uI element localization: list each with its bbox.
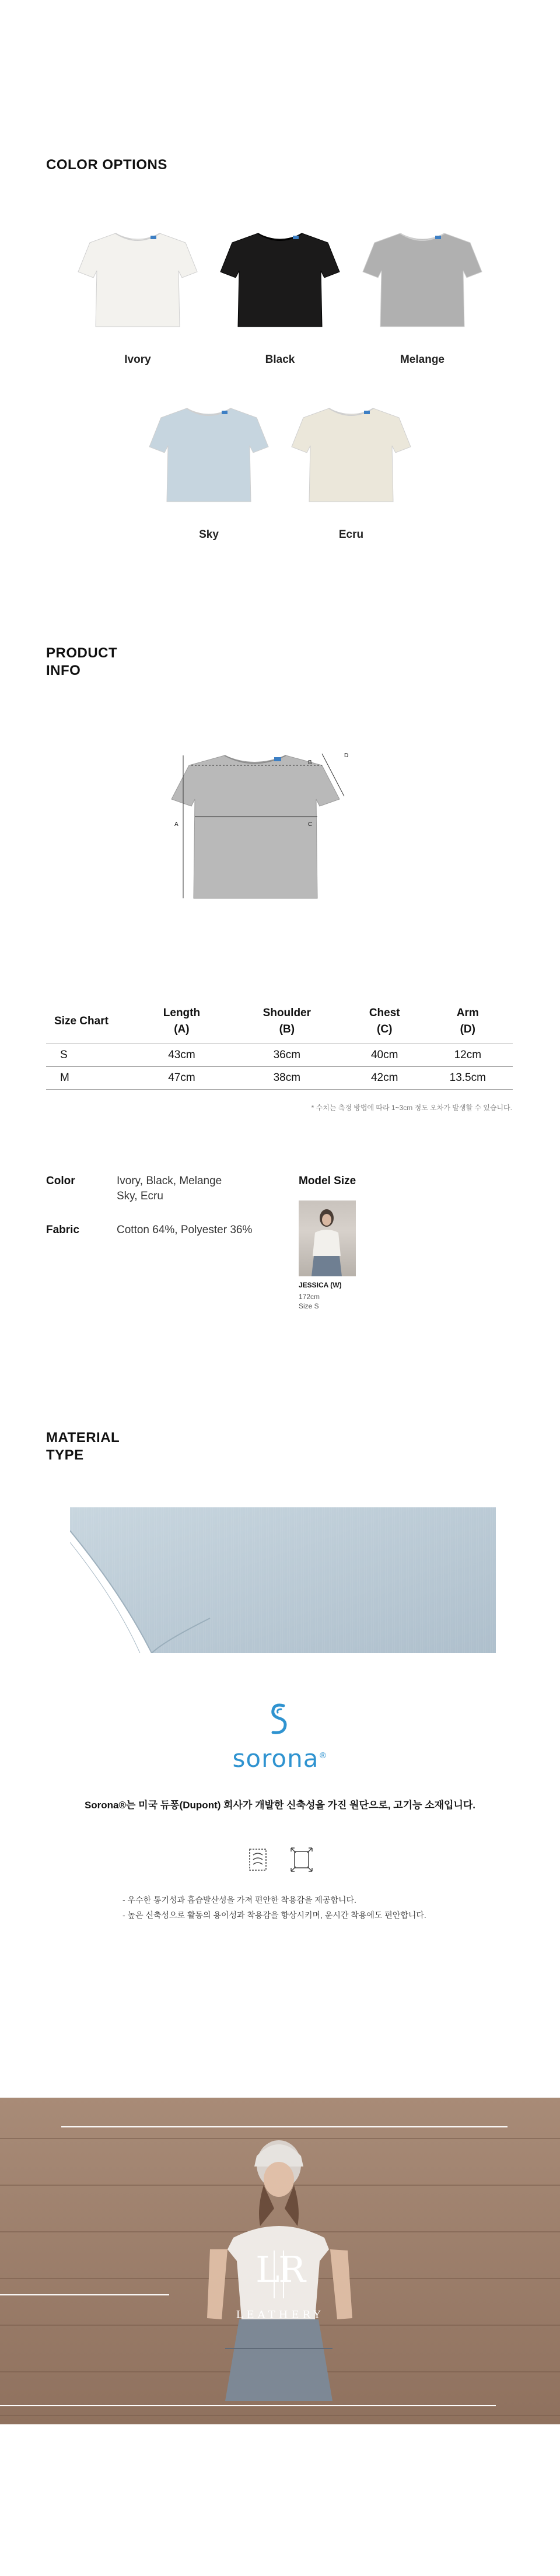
list-item: - 높은 신축성으로 활동의 용이성과 착용감을 향상시키며, 운시간 착용에도 편안합니다.	[123, 1910, 426, 1920]
product-info-title: PRODUCT INFO	[46, 645, 118, 678]
size-cell: 42cm	[346, 1067, 423, 1090]
size-cell: 43cm	[136, 1044, 228, 1067]
color-spec-line: Ivory, Black, Melange	[117, 1175, 222, 1187]
size-chart-header-cell: Size Chart	[54, 1015, 108, 1027]
list-item: - 우수한 통기성과 흡습발산성을 가져 편안한 착용감을 제공합니다.	[123, 1895, 356, 1905]
tshirt-image	[287, 397, 415, 513]
brand-photo-banner	[0, 2098, 560, 2424]
color-swatch	[74, 222, 202, 366]
diagram-label-d: D	[344, 752, 349, 759]
color-spec-line: Sky, Ecru	[117, 1190, 163, 1202]
fabric-spec-label: Fabric	[46, 1224, 80, 1236]
size-diagram	[169, 741, 385, 904]
size-cell: M	[46, 1067, 136, 1090]
material-type-title: MATERIAL TYPE	[46, 1430, 120, 1463]
color-label: Ecru	[338, 528, 364, 541]
table-row	[46, 1044, 513, 1067]
breathable-icon	[245, 1846, 271, 1874]
color-swatch	[145, 397, 273, 541]
size-cell: 36cm	[228, 1044, 346, 1067]
material-benefits	[123, 1892, 426, 1923]
tshirt-image	[358, 222, 487, 338]
size-cell: 13.5cm	[423, 1067, 513, 1090]
sorona-description: Sorona®는 미국 듀퐁(Dupont) 회사가 개발한 신축성을 가진 원단으로, 고기능 소재입니다.	[84, 1800, 476, 1811]
size-chart-header-cell: Chest (C)	[369, 1007, 400, 1035]
color-label: Ivory	[124, 354, 151, 366]
model-name: JESSICA (W)	[299, 1281, 342, 1289]
color-swatch	[216, 222, 344, 366]
size-cell: 40cm	[346, 1044, 423, 1067]
size-cell: 47cm	[136, 1067, 228, 1090]
model-size: Size S	[299, 1302, 319, 1310]
model-height: 172cm	[299, 1293, 320, 1301]
diagram-label-b: B	[308, 760, 312, 766]
color-label: Sky	[199, 528, 219, 541]
color-swatch	[287, 397, 415, 541]
size-chart-note: * 수치는 측정 방법에 따라 1~3cm 정도 오차가 발생할 수 있습니다.	[311, 1104, 512, 1112]
brand-name: LEATHERY	[236, 2309, 324, 2321]
fabric-closeup-image	[70, 1507, 496, 1653]
size-chart-header-cell: Length (A)	[163, 1007, 201, 1035]
sorona-logo-icon	[264, 1702, 293, 1737]
size-chart-header	[46, 1000, 513, 1044]
size-cell: 12cm	[423, 1044, 513, 1067]
color-label: Melange	[400, 354, 445, 366]
model-size-label: Model Size	[299, 1175, 356, 1187]
color-spec-value	[117, 1174, 222, 1204]
color-swatch	[358, 222, 487, 366]
diagram-label-c: C	[308, 821, 313, 828]
size-chart-header-cell: Shoulder (B)	[262, 1007, 312, 1035]
size-chart-table	[46, 1000, 513, 1090]
table-row	[46, 1067, 513, 1090]
tshirt-image	[216, 222, 344, 338]
color-label: Black	[265, 354, 295, 366]
color-options-title: COLOR OPTIONS	[46, 157, 167, 173]
sorona-brand-text: sorona	[232, 1744, 319, 1773]
fabric-spec-value: Cotton 64%, Polyester 36%	[117, 1224, 253, 1236]
sorona-registered-mark: ®	[318, 1751, 328, 1760]
brand-monogram: LR	[256, 2248, 304, 2291]
tshirt-image	[74, 222, 202, 338]
size-cell: 38cm	[228, 1067, 346, 1090]
size-chart-header-cell: Arm (D)	[456, 1007, 479, 1035]
size-cell: S	[46, 1044, 136, 1067]
diagram-label-a: A	[174, 821, 178, 828]
color-spec-label: Color	[46, 1175, 75, 1187]
sorona-wordmark	[222, 1744, 338, 1773]
model-photo	[299, 1200, 356, 1276]
stretch-icon	[289, 1846, 314, 1874]
tshirt-image	[145, 397, 273, 513]
